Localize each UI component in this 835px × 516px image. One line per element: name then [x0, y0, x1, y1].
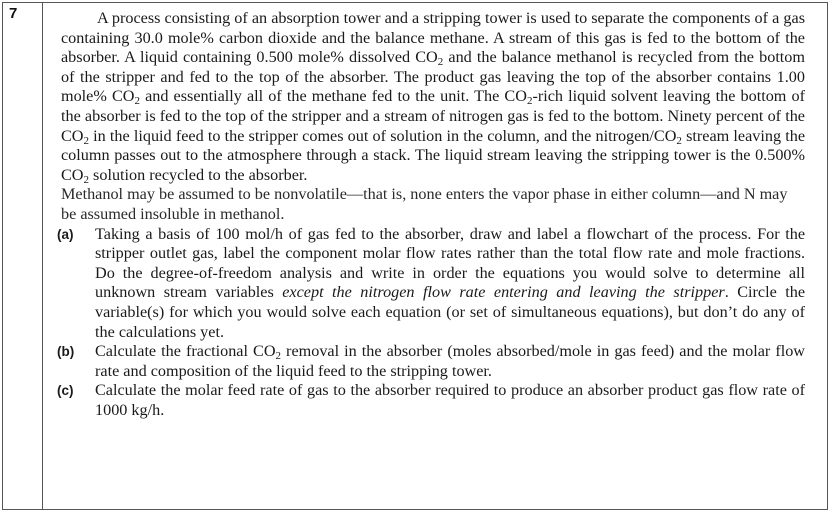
part-a-label: (a) [57, 226, 74, 242]
problem-number: 7 [9, 5, 18, 22]
part-b: (b) Calculate the fractional $CO_2$ removal in the absorber (moles absorbed/mole in gas feed) and the molar flow rate and composition of the liquid feed to the stripping tower. [57, 342, 805, 380]
problem-statement: A process consisting of an absorption tower and a stripping tower is used to separate the components of a gas containing 30.0 mole% carbon dioxide and the balance methane. A stream of this gas is fed to the bottom of the absorber. A liquid containing 0.500 mole% dissolved $CO_2$ and the balance methanol is recycled from the bottom of the stripper and fed to the top of the absorber. The product gas leaving the top of the absorber contains 1.00 mole% $CO_2$ and essentially all of the methane fed to the unit. The $CO_2$-rich liquid solvent leaving the bottom of the absorber is fed to the top of the stripper and a stream of nitrogen gas is fed to the bottom. Ninety percent of the $CO_2$ in the liquid feed to the stripper comes out of solution in the column, and the nitrogen/$CO_2$ stream leaving the column passes out to the atmosphere through a stack. The liquid stream leaving the stripping tower is the 0.500% $CO_2$ solution recycled to the absorber. [61, 9, 805, 186]
part-c-label: (c) [57, 383, 74, 399]
part-c: (c) Calculate the molar feed rate of gas to the absorber required to produce an absorber product gas flow rate of 1000 kg/h. [57, 381, 805, 419]
number-column [3, 3, 43, 509]
problem-frame [2, 2, 828, 510]
part-a: (a) Taking a basis of 100 mol/h of gas fed to the absorber, draw and label a flowchart of the process. For the stripper outlet gas, label the component molar flow rates rather than the total flow rate and mole fractions. Do the degree-of-freedom analysis and write in order the equations you would solve to determine all unknown stream variables except the nitrogen flow rate entering and leaving the stripper. Circle the variable(s) for which you would solve each equation (or set of simultaneous equations), but don’t do any of the calculations yet. [57, 224, 805, 341]
problem-text [57, 9, 805, 420]
assumption-note: Methanol may be assumed to be nonvolatile—that is, none enters the vapor phase in either column—and N may be assumed insoluble in methanol. [61, 185, 788, 223]
part-b-label: (b) [57, 344, 75, 360]
